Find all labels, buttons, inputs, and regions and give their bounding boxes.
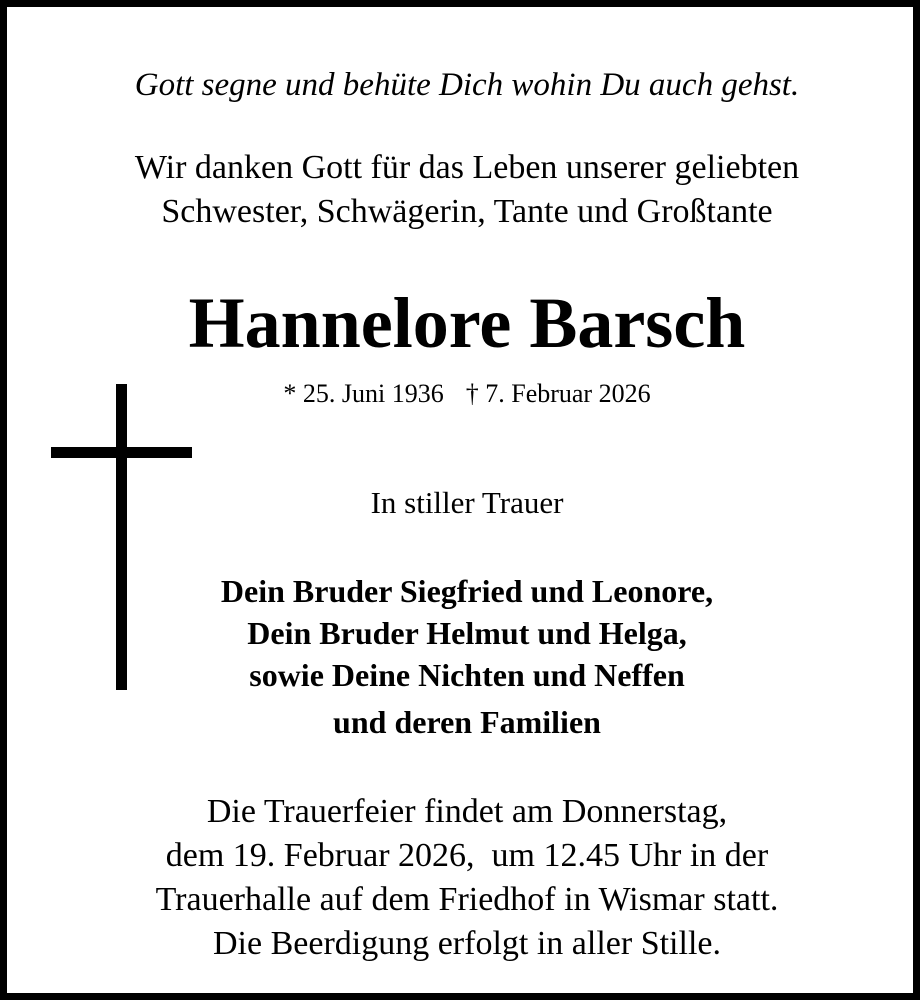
family-line-2: Dein Bruder Helmut und Helga,: [247, 615, 687, 651]
family-line-4: und deren Familien: [333, 704, 601, 740]
funeral-notice-line-1: Die Trauerfeier findet am Donnerstag,: [206, 793, 728, 830]
deceased-name: Hannelore Barsch: [188, 283, 746, 363]
intro-line-1: Wir danken Gott für das Leben unserer geliebten: [134, 149, 800, 186]
family-line-3: sowie Deine Nichten und Neffen: [249, 657, 685, 693]
mourning-line: In stiller Trauer: [370, 485, 564, 520]
funeral-notice-line-4: Die Beerdigung erfolgt in aller Stille.: [213, 925, 721, 962]
death-date: † 7. Februar 2026: [465, 379, 651, 408]
funeral-notice-line-2: dem 19. Februar 2026, um 12.45 Uhr in der: [165, 837, 769, 874]
intro-line-2: Schwester, Schwägerin, Tante und Großtante: [161, 193, 773, 230]
motto: Gott segne und behüte Dich wohin Du auch gehst.: [134, 67, 800, 103]
cross-horizontal-bar: [51, 447, 192, 458]
family-line-1: Dein Bruder Siegfried und Leonore,: [220, 573, 714, 609]
funeral-notice-line-3: Trauerhalle auf dem Friedhof in Wismar statt.: [155, 881, 779, 918]
birth-date: * 25. Juni 1936: [283, 379, 444, 408]
life-dates: [7, 374, 920, 414]
